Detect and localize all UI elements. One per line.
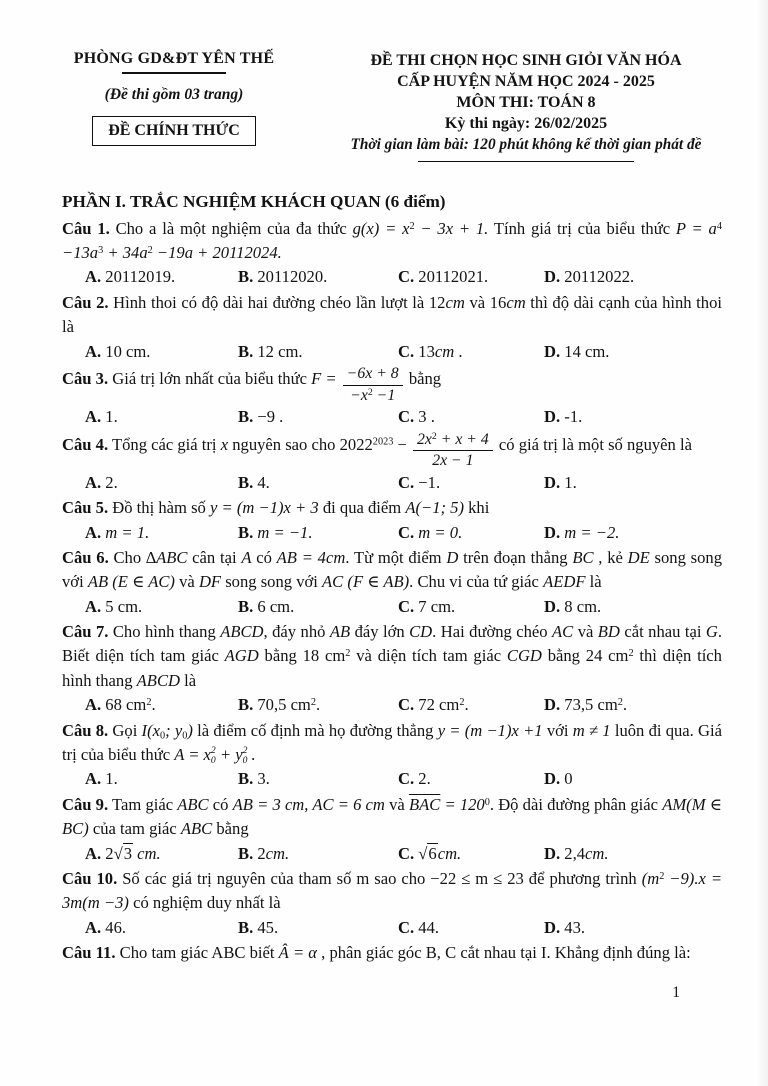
question-stem: Câu 4. Tổng các giá trị x nguyên sao cho $2022^{2023}$ − $\frac{2x^2 + x + 4}{2x - 1}$ có giá trị là một số nguyên là (62, 430, 692, 470)
option-label: B. (238, 522, 254, 542)
option-D: D. 2,4cm. (544, 843, 609, 863)
option-D: D. m = −2. (544, 522, 620, 542)
option-A: A. 2. (85, 472, 118, 492)
option-label: A. (85, 341, 102, 361)
exam-duration: Thời gian làm bài: 120 phút không kể thời gian phát đề (350, 136, 702, 154)
option-C: C. 44. (398, 917, 440, 937)
option-A: A. 10 cm. (85, 341, 151, 361)
question-stem: Câu 1. Cho a là một nghiệm của đa thức $g(x) = x^2 - 3x + 1$. Tính giá trị của biểu thức $P = a^4 -13a^3 + 34a^2 -19a + 20112024$. (62, 218, 722, 263)
option-label: B. (238, 407, 254, 427)
option-label: C. (398, 596, 415, 616)
page-number: 1 (672, 984, 680, 1001)
option-label: C. (398, 695, 415, 715)
official-exam-label: ĐỀ CHÍNH THỨC (108, 122, 240, 139)
option-label: A. (85, 695, 102, 715)
question-label: Câu 2. (62, 292, 109, 312)
option-A: A. 1. (85, 769, 118, 789)
option-label: B. (238, 341, 254, 361)
option-A: A. 68 $cm^2$. (85, 695, 156, 715)
question-stem: Câu 6. Cho ∆ABC cân tại A có AB = 4cm. Từ một điểm D trên đoạn thẳng BC , kẻ DE song song với AB (E ∈ AC) và DF song song với AC (F ∈ AB). Chu vi của tứ giác AEDF là (62, 547, 723, 592)
question-label: Câu 3. (62, 368, 109, 388)
option-label: B. (238, 695, 254, 715)
options-row (62, 405, 722, 429)
option-B: B. −9 . (238, 407, 284, 427)
option-label: D. (544, 596, 561, 616)
option-A: A. 2 √ 3 cm. (85, 842, 238, 866)
question-5 (62, 496, 722, 545)
header-left (28, 50, 320, 162)
question-9 (62, 793, 722, 866)
question-7 (62, 620, 722, 718)
question-stem: Câu 2. Hình thoi có độ dài hai đường chéo lần lượt là 12cm và 16cm thì độ dài cạnh của hình thoi là (62, 292, 722, 337)
option-label: D. (544, 267, 561, 287)
option-label: B. (238, 267, 254, 287)
department-name: PHÒNG GD&ĐT YÊN THẾ (73, 50, 275, 67)
option-A: A. 5 cm. (85, 596, 143, 616)
pages-note: (Đề thi gồm 03 trang) (104, 86, 244, 103)
options-row (62, 340, 722, 364)
option-label: D. (544, 769, 561, 789)
option-label: A. (85, 267, 102, 287)
option-B: B. m = −1. (238, 522, 313, 542)
option-C: C. √ 6cm. (398, 842, 544, 866)
option-label: C. (398, 407, 415, 427)
option-label: D. (544, 917, 561, 937)
questions (62, 217, 722, 966)
question-label: Câu 1. (62, 218, 110, 238)
question-label: Câu 4. (62, 434, 109, 454)
option-C: C. −1. (398, 472, 441, 492)
option-B: B. 2cm. (238, 843, 290, 863)
question-stem: Câu 11. Cho tam giác ABC biết Â = α , phân giác góc B, C cắt nhau tại I. Khẳng định đúng là: (62, 943, 691, 963)
question-1 (62, 217, 722, 290)
option-label: C. (398, 341, 415, 361)
option-label: B. (238, 596, 254, 616)
options-row (62, 595, 722, 619)
option-D: D. 20112022. (544, 267, 635, 287)
option-label: D. (544, 843, 561, 863)
question-11 (62, 941, 722, 965)
option-A: A. 20112019. (85, 267, 176, 287)
option-B: B. 4. (238, 472, 270, 492)
option-label: C. (398, 843, 415, 863)
question-10 (62, 867, 722, 940)
question-6 (62, 546, 722, 619)
option-label: A. (85, 407, 102, 427)
question-label: Câu 6. (62, 547, 109, 567)
option-label: D. (544, 341, 561, 361)
option-D: D. 1. (544, 472, 577, 492)
option-label: C. (398, 472, 415, 492)
option-label: A. (85, 522, 102, 542)
option-label: A. (85, 843, 102, 863)
header-right (320, 50, 732, 162)
option-label: A. (85, 596, 102, 616)
options-row (62, 521, 722, 545)
question-label: Câu 7. (62, 622, 109, 642)
option-label: B. (238, 769, 254, 789)
options-row (62, 916, 722, 940)
options-row (62, 842, 722, 866)
option-A: A. 1. (85, 407, 118, 427)
question-label: Câu 11. (62, 943, 116, 963)
option-C: C. 20112021. (398, 267, 489, 287)
option-label: C. (398, 267, 415, 287)
option-B: B. 12 cm. (238, 341, 303, 361)
exam-title-line1: ĐỀ THI CHỌN HỌC SINH GIỎI VĂN HÓA (370, 52, 682, 69)
question-8 (62, 719, 722, 792)
question-stem: Câu 5. Đồ thị hàm số y = (m −1)x + 3 đi qua điểm A(−1; 5) khi (62, 498, 490, 518)
exam-title-line2: CẤP HUYỆN NĂM HỌC 2024 - 2025 (397, 73, 655, 91)
option-C: C. 3 . (398, 407, 435, 427)
option-label: B. (238, 843, 254, 863)
question-label: Câu 5. (62, 498, 109, 518)
exam-header (0, 0, 768, 162)
exam-date: Kỳ thi ngày: 26/02/2025 (444, 115, 608, 133)
option-C: C. 2. (398, 769, 431, 789)
option-B: B. 6 cm. (238, 596, 295, 616)
question-stem: Câu 9. Tam giác ABC có AB = 3 cm, AC = 6 cm và $\overline{BAC} = 120^0$. Độ dài đường phân giác AM(M ∈ BC) của tam giác ABC bằng (62, 794, 722, 839)
option-label: D. (544, 472, 561, 492)
question-label: Câu 8. (62, 720, 109, 740)
options-row (62, 693, 722, 717)
option-C: C. 13cm . (398, 341, 463, 361)
option-B: B. 3. (238, 769, 270, 789)
official-exam-box (92, 116, 256, 146)
question-stem: Câu 3. Giá trị lớn nhất của biểu thức F = $\frac{-6x + 8}{-x^2 -1}$ bằng (62, 364, 442, 404)
department-underline (122, 72, 226, 74)
option-label: A. (85, 472, 102, 492)
option-C: C. 7 cm. (398, 596, 456, 616)
question-stem: Câu 7. Cho hình thang ABCD, đáy nhỏ AB đáy lớn CD. Hai đường chéo AC và BD cắt nhau tại G. Biết diện tích tam giác AGD bằng 18 $cm^2$ và diện tích tam giác CGD bằng 24 $cm^2$ thì diện tích hình thang ABCD là (62, 622, 723, 690)
option-B: B. 45. (238, 917, 279, 937)
option-D: D. -1. (544, 407, 583, 427)
question-3 (62, 365, 722, 430)
option-label: B. (238, 917, 254, 937)
question-4 (62, 431, 722, 496)
option-D: D. 8 cm. (544, 596, 602, 616)
question-label: Câu 9. (62, 794, 109, 814)
option-A: A. 46. (85, 917, 127, 937)
option-label: B. (238, 472, 254, 492)
question-2 (62, 291, 722, 364)
question-stem: Câu 10. Số các giá trị nguyên của tham số m sao cho −22 ≤ m ≤ 23 để phương trình $(m^2 -9).x = 3m(m -3)$ có nghiệm duy nhất là (62, 868, 723, 913)
exam-subject: MÔN THI: TOÁN 8 (456, 94, 596, 112)
option-label: A. (85, 769, 102, 789)
option-label: D. (544, 407, 561, 427)
option-D: D. 0 (544, 769, 573, 789)
option-A: A. m = 1. (85, 522, 150, 542)
options-row (62, 265, 722, 289)
question-stem: Câu 8. Gọi I(x0; y0) là điểm cố định mà họ đường thẳng y = (m −1)x +1 với m ≠ 1 luôn đi qua. Giá trị của biểu thức A = x 2 0 + y 2 0 . (62, 720, 723, 766)
title-underline (418, 161, 634, 162)
option-label: D. (544, 522, 561, 542)
option-D: D. 43. (544, 917, 586, 937)
option-B: B. 20112020. (238, 267, 328, 287)
option-label: C. (398, 917, 415, 937)
option-label: C. (398, 769, 415, 789)
option-B: B. 70,5 $cm^2$. (238, 695, 321, 715)
option-label: A. (85, 917, 102, 937)
option-label: C. (398, 522, 415, 542)
option-label: D. (544, 695, 561, 715)
options-row (62, 767, 722, 791)
option-D: D. 73,5 $cm^2$. (544, 695, 628, 715)
section-title: PHẦN I. TRẮC NGHIỆM KHÁCH QUAN (6 điểm) (62, 191, 446, 211)
option-C: C. m = 0. (398, 522, 463, 542)
options-row (62, 471, 722, 495)
question-label: Câu 10. (62, 868, 118, 888)
option-C: C. 72 $cm^2$. (398, 695, 469, 715)
option-D: D. 14 cm. (544, 341, 610, 361)
